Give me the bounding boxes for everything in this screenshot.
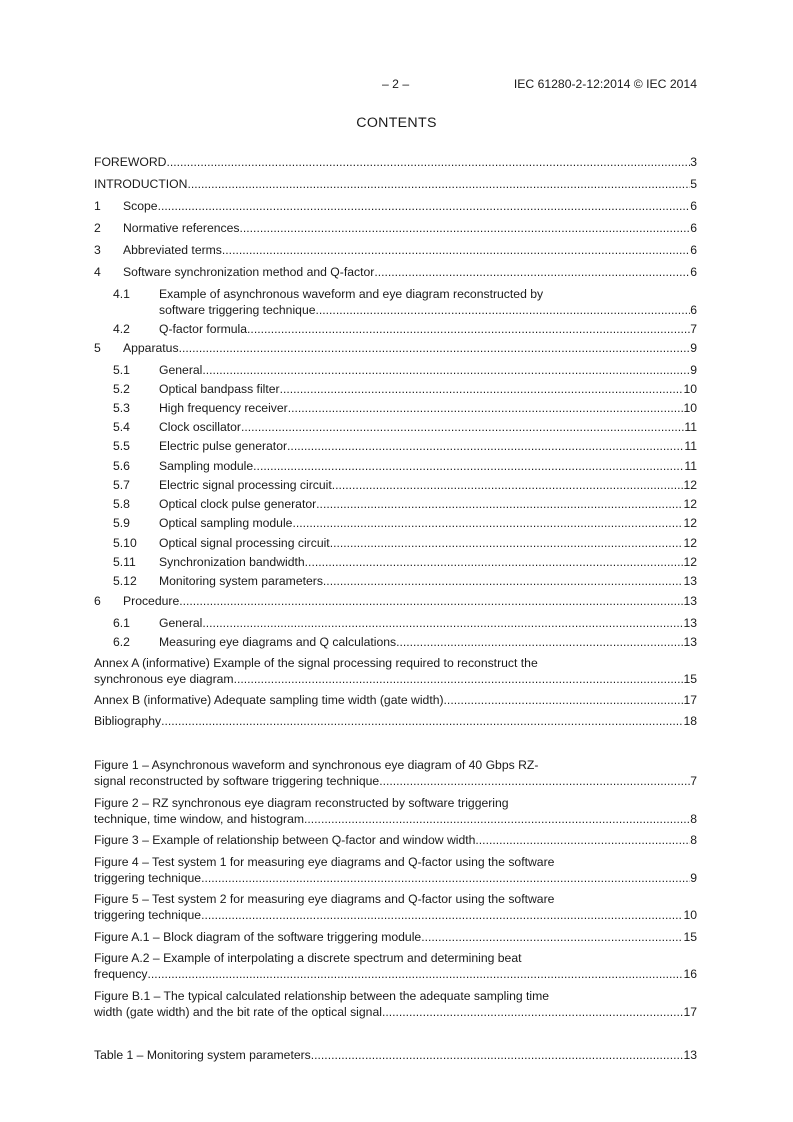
toc-entry-text: Software synchronization method and Q-factor [123, 265, 375, 279]
leader-dots [148, 966, 684, 982]
toc-entry-text-line1: Figure 4 – Test system 1 for measuring eye diagrams and Q-factor using the software [94, 855, 555, 869]
leader-dots [316, 302, 691, 318]
toc-entry-number: 5.4 [113, 420, 130, 434]
leader-dots [280, 381, 684, 397]
leader-dots [396, 634, 683, 650]
toc-entry-page: 12 [683, 497, 697, 511]
toc-entry-number: 6 [94, 594, 101, 608]
leader-dots [316, 496, 683, 512]
toc-entry-text: Normative references [123, 221, 240, 235]
toc-entry-text: Synchronization bandwidth [159, 555, 305, 569]
toc-entry-text: Q-factor formula [159, 322, 248, 336]
leader-dots [330, 535, 684, 551]
toc-entry-page: 12 [683, 478, 697, 492]
leader-dots [187, 176, 690, 192]
toc-entry-text: General [159, 363, 203, 377]
toc-entry-page: 11 [684, 420, 697, 434]
toc-entry-number: 6.2 [113, 635, 130, 649]
toc-entry-page: 13 [683, 616, 697, 630]
toc-entry-text: General [159, 616, 203, 630]
leader-dots [374, 264, 690, 280]
page-header [94, 77, 697, 93]
toc-entry-text: Optical signal processing circuit [159, 536, 330, 550]
toc-entry-text: Table 1 – Monitoring system parameters [94, 1048, 311, 1062]
toc-entry-text: triggering technique [94, 908, 202, 922]
leader-dots [234, 671, 684, 687]
toc-entry-page: 10 [683, 382, 697, 396]
toc-entry-text: synchronous eye diagram [94, 672, 234, 686]
leader-dots [253, 458, 684, 474]
toc-entry-text-line1: Figure 2 – RZ synchronous eye diagram reconstructed by software triggering [94, 796, 509, 810]
toc-entry-page: 13 [683, 594, 697, 608]
toc-entry-page: 11 [684, 439, 697, 453]
toc-entry-text: Sampling module [159, 459, 254, 473]
toc-entry-page: 13 [683, 1048, 697, 1062]
toc-entry-text: software triggering technique [159, 303, 316, 317]
toc-entry-page: 9 [690, 871, 697, 885]
toc-entry-number: 5.5 [113, 439, 130, 453]
leader-dots [201, 907, 683, 923]
toc-entry-text: FOREWORD [94, 155, 167, 169]
leader-dots [379, 773, 690, 789]
leader-dots [161, 713, 683, 729]
leader-dots [179, 593, 683, 609]
toc-entry-text: Scope [123, 199, 158, 213]
leader-dots [202, 615, 683, 631]
toc-entry-number: 1 [94, 199, 101, 213]
toc-entry-number: 5.11 [113, 555, 136, 569]
leader-dots [240, 220, 691, 236]
toc-entry-page: 13 [683, 574, 697, 588]
toc-entry-text: frequency [94, 967, 148, 981]
leader-dots [288, 400, 684, 416]
toc-entry-page: 11 [684, 459, 697, 473]
toc-entry-page: 12 [683, 536, 697, 550]
toc-entry-number: 5.1 [113, 363, 130, 377]
toc-entry-page: 7 [690, 322, 697, 336]
leader-dots [421, 929, 683, 945]
toc-entry-page: 9 [690, 363, 697, 377]
toc-entry-number: 5.9 [113, 516, 130, 530]
toc-entry-text: Annex B (informative) Adequate sampling time width (gate width) [94, 693, 444, 707]
toc-entry-number: 5.3 [113, 401, 130, 415]
leader-dots [292, 515, 683, 531]
toc-entry-text: signal reconstructed by software triggering technique [94, 774, 380, 788]
toc-entry-text: width (gate width) and the bit rate of the optical signal [94, 1005, 382, 1019]
toc-entry-text: Electric pulse generator [159, 439, 288, 453]
leader-dots [323, 573, 684, 589]
toc-entry-page: 10 [683, 401, 697, 415]
toc-entry-page: 3 [690, 155, 697, 169]
toc-entry-text: Abbreviated terms [123, 243, 222, 257]
toc-entry-text: Bibliography [94, 714, 162, 728]
leader-dots [305, 554, 684, 570]
toc-entry-number: 3 [94, 243, 101, 257]
toc-entry-page: 6 [690, 303, 697, 317]
toc-entry-page: 12 [683, 555, 697, 569]
toc-entry-number: 5.2 [113, 382, 130, 396]
toc-entry-page: 9 [690, 341, 697, 355]
toc-entry-page: 18 [683, 714, 697, 728]
toc-entry-number: 5.12 [113, 574, 137, 588]
toc-entry-page: 8 [690, 833, 697, 847]
leader-dots [444, 692, 684, 708]
toc-entry-number: 5.7 [113, 478, 130, 492]
toc-entry-page: 16 [683, 967, 697, 981]
toc-entry-page: 7 [690, 774, 697, 788]
toc-entry-number: 5.8 [113, 497, 130, 511]
toc-entry-page: 17 [683, 1005, 697, 1019]
toc-entry-text: Figure A.1 – Block diagram of the software triggering module [94, 930, 422, 944]
toc-entry-page: 17 [683, 693, 697, 707]
toc-entry-text-line1: Annex A (informative) Example of the signal processing required to reconstruct the [94, 656, 538, 670]
toc-entry-number: 4.1 [113, 287, 130, 301]
page-number: – 2 – [382, 77, 410, 91]
toc-entry-number: 6.1 [113, 616, 130, 630]
toc-entry-page: 13 [683, 635, 697, 649]
toc-entry-text-line1: Example of asynchronous waveform and eye diagram reconstructed by [159, 287, 544, 301]
toc-entry-page: 10 [683, 908, 697, 922]
toc-entry-text-line1: Figure 1 – Asynchronous waveform and synchronous eye diagram of 40 Gbps RZ- [94, 758, 539, 772]
leader-dots [332, 477, 684, 493]
toc-entry-text: INTRODUCTION [94, 177, 188, 191]
toc-entry-page: 6 [690, 265, 697, 279]
leader-dots [247, 321, 690, 337]
toc-entry-text: Measuring eye diagrams and Q calculations [159, 635, 397, 649]
document-reference: IEC 61280-2-12:2014 © IEC 2014 [513, 77, 697, 91]
toc-entry-text: Monitoring system parameters [159, 574, 323, 588]
toc-entry-text: Optical sampling module [159, 516, 293, 530]
toc-entry-text-line1: Figure A.2 – Example of interpolating a discrete spectrum and determining beat [94, 951, 522, 965]
leader-dots [475, 832, 690, 848]
toc-entry-page: 6 [690, 199, 697, 213]
leader-dots [158, 198, 691, 214]
toc-entry-page: 8 [690, 812, 697, 826]
leader-dots [179, 340, 691, 356]
toc-entry-number: 5.6 [113, 459, 130, 473]
toc-entry-page: 6 [690, 243, 697, 257]
toc-entry-page: 15 [683, 930, 697, 944]
leader-dots [201, 870, 690, 886]
toc-entry-text: Optical bandpass filter [159, 382, 280, 396]
toc-entry-number: 5 [94, 341, 101, 355]
toc-entry-page: 12 [683, 516, 697, 530]
toc-entry-number: 5.10 [113, 536, 137, 550]
leader-dots [311, 1047, 684, 1063]
toc-entry-text: Procedure [123, 594, 180, 608]
toc-entry-text: Apparatus [123, 341, 179, 355]
leader-dots [166, 154, 690, 170]
toc-entry-text-line1: Figure 5 – Test system 2 for measuring eye diagrams and Q-factor using the software [94, 892, 555, 906]
toc-entry-number: 2 [94, 221, 101, 235]
toc-entry-page: 6 [690, 221, 697, 235]
toc-entry-text: triggering technique [94, 871, 202, 885]
leader-dots [304, 811, 690, 827]
toc-entry-text-line1: Figure B.1 – The typical calculated relationship between the adequate sampling time [94, 989, 550, 1003]
toc-entry-page: 15 [683, 672, 697, 686]
leader-dots [382, 1004, 684, 1020]
page-title: CONTENTS [356, 115, 437, 131]
toc-entry-text: Optical clock pulse generator [159, 497, 317, 511]
toc-entry-number: 4.2 [113, 322, 130, 336]
toc-entry-text: Electric signal processing circuit [159, 478, 332, 492]
toc-entry-page: 5 [690, 177, 697, 191]
toc-entry-text: Figure 3 – Example of relationship between Q-factor and window width [94, 833, 476, 847]
leader-dots [287, 438, 684, 454]
leader-dots [241, 419, 684, 435]
leader-dots [202, 362, 690, 378]
toc-entry-number: 4 [94, 265, 101, 279]
toc-entry-text: High frequency receiver [159, 401, 288, 415]
leader-dots [222, 242, 690, 258]
toc-entry-text: Clock oscillator [159, 420, 241, 434]
toc-entry-text: technique, time window, and histogram [94, 812, 305, 826]
